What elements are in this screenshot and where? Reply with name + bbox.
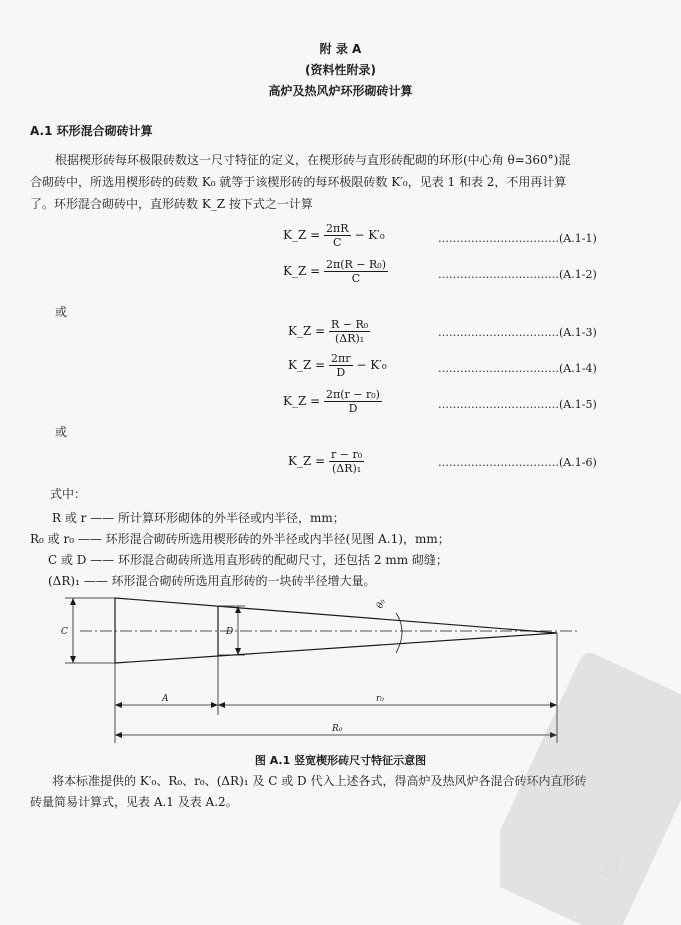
closing-line-1: 将本标准提供的 K′₀、R₀、r₀、(ΔR)₁ 及 C 或 D 代入上述各式，得高炉及热风炉各混合砖环内直形砖 (52, 774, 587, 788)
section-title: A.1 环形混合砌砖计算 (30, 124, 153, 138)
intro-line-3: 了。环形混合砌砖中，直形砖数 K_Z 按下式之一计算 (30, 197, 313, 211)
wedge-bottom-edge (115, 633, 557, 663)
definition-delta-r: (ΔR)₁ —— 环形混合砌砖所选用直形砖的一块砖半径增大量。 (48, 574, 376, 588)
appendix-title: 附 录 A (319, 42, 362, 56)
or-word-2: 或 (55, 425, 68, 439)
equation-ref-a1-5: ……………………………(A.1-5) (438, 398, 597, 411)
appendix-heading: 高炉及热风炉环形砌砖计算 (268, 84, 413, 98)
equation-ref-a1-6: ……………………………(A.1-6) (438, 456, 597, 469)
label-a: A (162, 694, 169, 704)
label-R0: R₀ (332, 724, 343, 734)
equation-a1-2: K_Z = $\frac{\text{2π(R − R₀)}}{C}$ (283, 258, 386, 285)
closing-line-2: 砖量简易计算式，见表 A.1 及表 A.2。 (30, 795, 238, 809)
label-r0: r₀ (376, 694, 384, 704)
label-d: D (226, 627, 234, 637)
equation-a1-5: K_Z = $\frac{\text{2π(r − r₀)}}{D}$ (283, 388, 380, 415)
definition-r: R 或 r —— 所计算环形砌体的外半径或内半径，mm； (52, 511, 345, 525)
or-word-1: 或 (55, 305, 68, 319)
label-theta: θ₀ (375, 598, 388, 611)
label-c: C (61, 627, 68, 637)
figure-caption: 图 A.1 竖宽楔形砖尺寸特征示意图 (254, 754, 427, 767)
equation-a1-1: K_Z = $\frac{2\pi R}{C}$ − K′₀ (283, 222, 385, 249)
equation-ref-a1-1: ……………………………(A.1-1) (438, 232, 597, 245)
equation-a1-4: K_Z = $\frac{2\pi r}{D}$ − K′₀ (288, 352, 387, 379)
equation-a1-3: K_Z = $\frac{\text{R − R₀}}{\text{(ΔR)₁}}$ (288, 318, 369, 345)
watermark-pdf-text: PDF (599, 850, 628, 882)
intro-line-2: 合砌砖中，所选用楔形砖的砖数 K₀ 就等于该楔形砖的每环极限砖数 K′₀，见表 1 和表 2，不用再计算 (30, 175, 567, 189)
equation-a1-6: K_Z = $\frac{\text{r − r₀}}{\text{(ΔR)₁}}$ (288, 448, 363, 475)
equation-ref-a1-4: ……………………………(A.1-4) (438, 362, 597, 375)
definition-r0: R₀ 或 r₀ —— 环形混合砌砖所选用楔形砖的外半径或内半径(见图 A.1)，mm； (30, 532, 450, 546)
watermark-shape (500, 650, 681, 925)
equation-ref-a1-2: ……………………………(A.1-2) (438, 268, 597, 281)
appendix-subtitle: (资料性附录) (305, 63, 376, 77)
equation-ref-a1-3: ……………………………(A.1-3) (438, 326, 597, 339)
where-label: 式中： (50, 487, 87, 501)
intro-line-1: 根据楔形砖每环极限砖数这一尺寸特征的定义，在楔形砖与直形砖配砌的环形(中心角 θ=360°)混 (55, 153, 571, 167)
angle-arc (396, 613, 402, 653)
watermark-seal (500, 640, 681, 925)
definition-c-d: C 或 D —— 环形混合砌砖所选用直形砖的配砌尺寸，还包括 2 mm 砌缝； (48, 553, 448, 567)
wedge-top-edge (115, 598, 557, 633)
